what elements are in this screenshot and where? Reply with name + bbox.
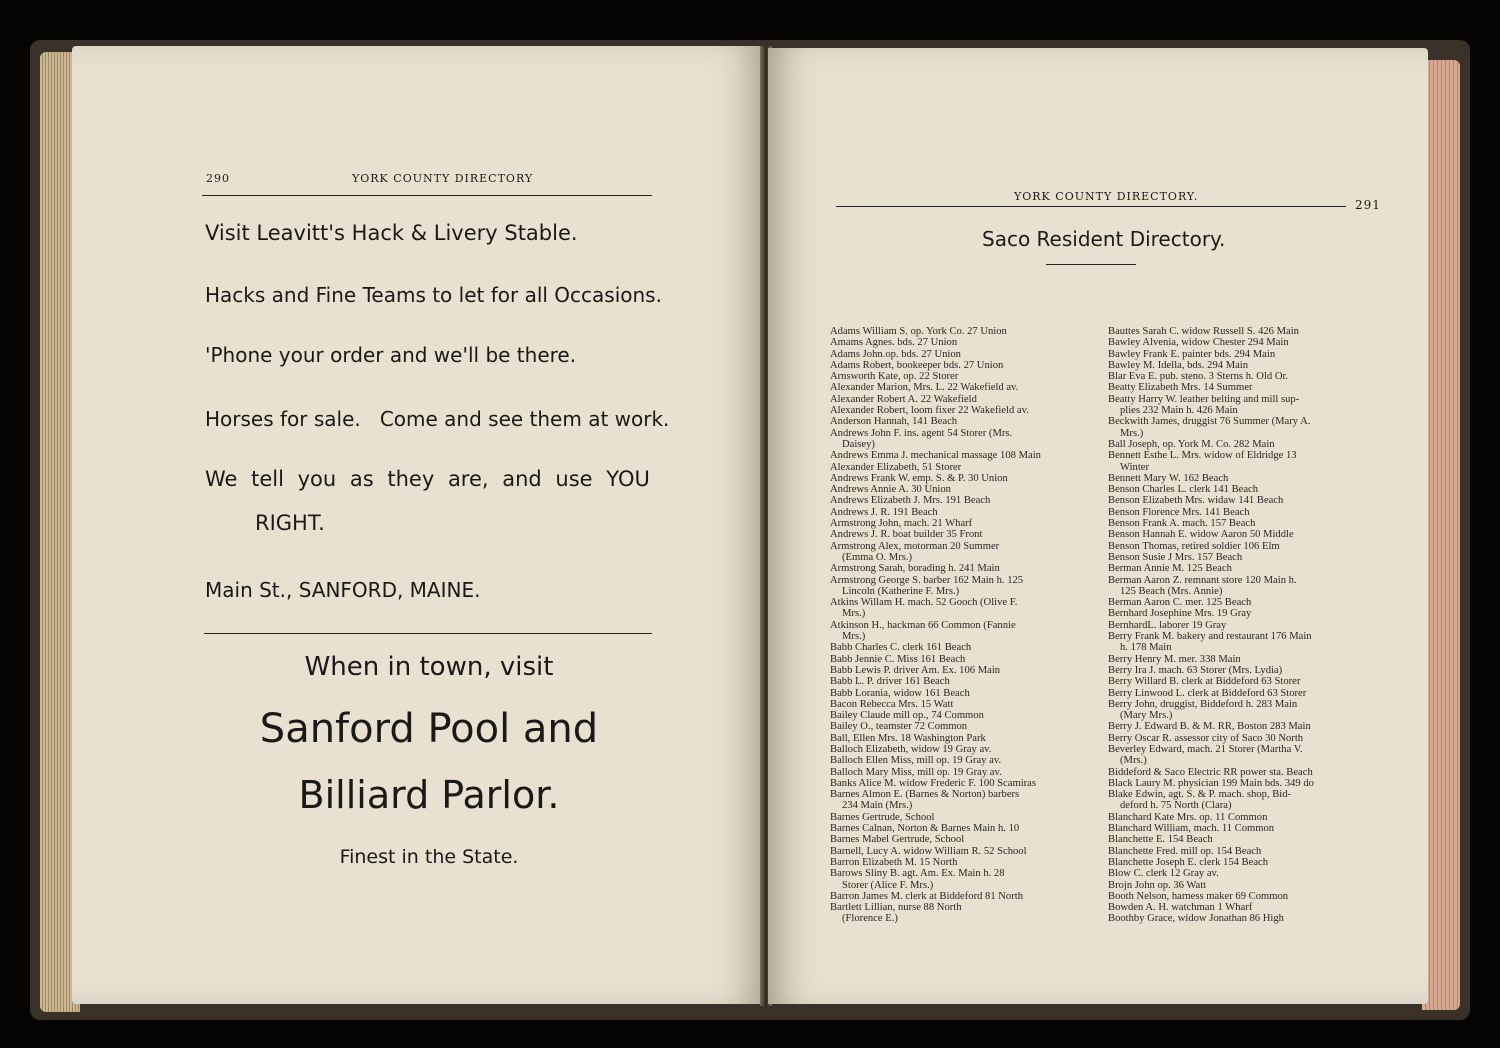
directory-entry: 125 Beach (Mrs. Annie) [1120, 585, 1223, 597]
directory-entry: Alexander Robert, loom fixer 22 Wakefield av. [830, 405, 1029, 417]
ad-livery-line2: Hacks and Fine Teams to let for all Occasions. [205, 283, 662, 307]
directory-entry: Berry J. Edward B. & M. RR, Boston 283 Main [1108, 721, 1311, 733]
directory-entry: Arnsworth Kate, op. 22 Storer [830, 371, 959, 383]
directory-entry: Berman Annie M. 125 Beach [1108, 563, 1232, 575]
directory-entry: Babb Charles C. clerk 161 Beach [830, 642, 972, 654]
directory-entry: Barron James M. clerk at Biddeford 81 North [830, 890, 1023, 902]
directory-entry: Blar Eva E. pub. steno. 3 Sterns h. Old Or. [1108, 371, 1289, 383]
ad-pool-line4: Finest in the State. [339, 846, 519, 868]
directory-entry: Bawley M. Idella, bds. 294 Main [1108, 359, 1249, 371]
directory-entry: Berry Henry M. mer. 338 Main [1108, 653, 1241, 665]
directory-entry: Berry Frank M. bakery and restaurant 176 Main [1108, 631, 1312, 643]
directory-entry: Black Laury M. physician 199 Main bds. 349 do [1108, 777, 1314, 789]
directory-entry: Alexander Marion, Mrs. L. 22 Wakefield av. [830, 382, 1019, 394]
directory-entry: Barnell, Lucy A. widow William R. 52 School [830, 845, 1027, 857]
directory-entry: Berry Ira J. mach. 63 Storer (Mrs. Lydia) [1108, 664, 1283, 676]
ad-livery-line3: 'Phone your order and we'll be there. [205, 343, 577, 367]
ad-livery-line4: Horses for sale. Come and see them at work. [205, 407, 670, 431]
directory-entry: Booth Nelson, harness maker 69 Common [1108, 890, 1289, 902]
directory-entry: h. 178 Main [1120, 642, 1172, 654]
directory-entry: Armstrong John, mach. 21 Wharf [830, 518, 973, 530]
section-title: Saco Resident Directory. [982, 227, 1226, 251]
directory-entry: Balloch Elizabeth, widow 19 Gray av. [830, 743, 992, 755]
directory-entry: Benson Florence Mrs. 141 Beach [1108, 506, 1250, 518]
right-page-number: 291 [1355, 198, 1381, 212]
directory-entry: Bailey Claude mill op., 74 Common [830, 710, 984, 722]
directory-column-left [830, 326, 1100, 925]
directory-entry: Bernhard Josephine Mrs. 19 Gray [1108, 608, 1252, 620]
directory-entry: Berry Willard B. clerk at Biddeford 63 Storer [1108, 676, 1301, 688]
directory-entry: Babb Lorania, widow 161 Beach [830, 687, 970, 699]
left-page [72, 46, 764, 1004]
directory-entry: Bailey O., teamster 72 Common [830, 721, 968, 733]
directory-entry: Armstrong George S. barber 162 Main h. 125 [830, 574, 1024, 586]
directory-entry: Andrews Annie A. 30 Union [830, 484, 951, 496]
directory-entry: Andrews J. R. 191 Beach [830, 506, 938, 518]
directory-entry: Babb Jennie C. Miss 161 Beach [830, 653, 966, 665]
directory-entry: Benson Charles L. clerk 141 Beach [1108, 484, 1259, 496]
directory-entry: Berman Aaron Z. remnant store 120 Main h. [1108, 574, 1297, 586]
directory-entry: Berry John, druggist, Biddeford h. 283 Main [1108, 698, 1298, 710]
directory-entry: Winter [1120, 461, 1149, 473]
directory-entry: Bennett Esthe L. Mrs. widow of Eldridge 13 [1108, 450, 1297, 462]
directory-entry: Benson Thomas, retired soldier 106 Elm [1108, 540, 1280, 552]
directory-entry: Daisey) [842, 438, 875, 450]
directory-entry: Babb L. P. driver 161 Beach [830, 676, 950, 688]
directory-entry: Blanchette Joseph E. clerk 154 Beach [1108, 856, 1269, 868]
left-page-number: 290 [206, 172, 230, 185]
directory-entry: (Florence E.) [842, 913, 898, 925]
directory-entry: Adams John.op. bds. 27 Union [830, 348, 961, 360]
directory-entry: Barnes Calnan, Norton & Barnes Main h. 10 [830, 823, 1020, 835]
right-running-head: YORK COUNTY DIRECTORY. [1014, 190, 1199, 203]
directory-entry: Lincoln (Katherine F. Mrs.) [842, 585, 960, 597]
ad-livery-line5a: We tell you as they are, and use YOU [205, 467, 650, 491]
directory-entry: Balloch Ellen Miss, mill op. 19 Gray av. [830, 755, 1002, 767]
directory-entry: Blanchard Kate Mrs. op. 11 Common [1108, 811, 1268, 823]
directory-entry: Benson Elizabeth Mrs. widaw 141 Beach [1108, 495, 1284, 507]
directory-entry: Banks Alice M. widow Frederic F. 100 Scamiras [830, 777, 1036, 789]
directory-entry: Blow C. clerk 12 Gray av. [1108, 868, 1219, 880]
right-page [768, 48, 1428, 1004]
directory-entry: Bawley Frank E. painter bds. 294 Main [1108, 348, 1276, 360]
directory-entry: plies 232 Main h. 426 Main [1120, 405, 1238, 417]
directory-entry: Beverley Edward, mach. 21 Storer (Martha V. [1108, 743, 1303, 755]
directory-entry: Amams Agnes. bds. 27 Union [830, 337, 958, 349]
directory-entry: Armstrong Sarah, borading h. 241 Main [830, 563, 1000, 575]
directory-entry: Babb Lewis P. driver Am. Ex. 106 Main [830, 664, 1001, 676]
directory-entry: Barnes Mabel Gertrude, School [830, 834, 965, 846]
directory-entry: Blake Edwin, agt. S. & P. mach. shop, Bid- [1108, 789, 1292, 801]
directory-entry: Berry Linwood L. clerk at Biddeford 63 Storer [1108, 687, 1307, 699]
directory-entry: Boothby Grace, widow Jonathan 86 High [1108, 913, 1284, 925]
directory-entry: Andrews Frank W. emp. S. & P. 30 Union [830, 472, 1008, 484]
directory-entry: Adams William S. op. York Co. 27 Union [830, 326, 1007, 337]
ad-divider-rule [204, 633, 652, 634]
directory-entry: Andrews John F. ins. agent 54 Storer (Mrs. [830, 427, 1013, 439]
directory-entry: Andrews Emma J. mechanical massage 108 Main [830, 450, 1041, 462]
directory-entry: Mrs.) [842, 631, 866, 643]
directory-entry: Barnes Gertrude, School [830, 811, 935, 823]
directory-entry: Berman Aaron C. mer. 125 Beach [1108, 597, 1252, 609]
left-running-head: YORK COUNTY DIRECTORY [352, 172, 534, 185]
directory-entry: Andrews Elizabeth J. Mrs. 191 Beach [830, 495, 991, 507]
directory-entry: Bennett Mary W. 162 Beach [1108, 472, 1229, 484]
directory-entry: Bacon Rebecca Mrs. 15 Watt [830, 698, 954, 710]
ad-pool-line2: Sanford Pool and [259, 706, 599, 752]
directory-entry: Ball Joseph, op. York M. Co. 282 Main [1108, 438, 1275, 450]
directory-entry: Adams Robert, bookeeper bds. 27 Union [830, 359, 1004, 371]
directory-entry: (Mary Mrs.) [1120, 710, 1173, 722]
ad-livery-line1: Visit Leavitt's Hack & Livery Stable. [205, 221, 578, 245]
directory-entry: Armstrong Alex, motorman 20 Summer [830, 540, 1000, 552]
title-underline [1046, 264, 1136, 265]
directory-entry: Anderson Hannah, 141 Beach [830, 416, 958, 428]
directory-entry: BernhardL. laborer 19 Gray [1108, 619, 1227, 631]
left-head-rule [202, 195, 652, 196]
directory-entry: Atkinson H., hackman 66 Common (Fannie [830, 619, 1016, 631]
directory-entry: Storer (Alice F. Mrs.) [842, 879, 934, 891]
directory-entry: Beatty Elizabeth Mrs. 14 Summer [1108, 382, 1253, 394]
directory-entry: Benson Hannah E. widow Aaron 50 Middle [1108, 529, 1294, 541]
directory-entry: Bartlett Lillian, nurse 88 North [830, 902, 962, 914]
directory-entry: Brojn John op. 36 Watt [1108, 879, 1207, 891]
directory-entry: Blanchard William, mach. 11 Common [1108, 823, 1275, 835]
ad-pool-line3: Billiard Parlor. [298, 773, 560, 817]
directory-entry: Mrs.) [842, 608, 866, 620]
directory-entry: Bauttes Sarah C. widow Russell S. 426 Main [1108, 326, 1299, 337]
directory-entry: Atkins Willam H. mach. 52 Gooch (Olive F. [830, 597, 1018, 609]
directory-entry: Ball, Ellen Mrs. 18 Washington Park [830, 732, 986, 744]
directory-entry: (Mrs.) [1120, 755, 1147, 767]
directory-entry: (Emma O. Mrs.) [842, 551, 913, 563]
directory-entry: Bowden A. H. watchman 1 Wharf [1108, 902, 1253, 914]
directory-entry: Bawley Alvenia, widow Chester 294 Main [1108, 337, 1289, 349]
directory-entry: Alexander Elizabeth, 51 Storer [830, 461, 962, 473]
directory-entry: deford h. 75 North (Clara) [1120, 800, 1232, 812]
directory-entry: Blanchette E. 154 Beach [1108, 834, 1213, 846]
directory-entry: Alexander Robert A. 22 Wakefield [830, 393, 977, 405]
ad-livery-line6: Main St., SANFORD, MAINE. [205, 578, 481, 602]
right-head-rule [836, 206, 1346, 207]
directory-entry: Beckwith James, druggist 76 Summer (Mary A. [1108, 416, 1311, 428]
directory-entry: Barnes Almon E. (Barnes & Norton) barbers [830, 789, 1020, 801]
directory-entry: Benson Susie J Mrs. 157 Beach [1108, 551, 1243, 563]
directory-column-right [1108, 326, 1378, 925]
directory-entry: Beatty Harry W. leather belting and mill sup- [1108, 393, 1300, 405]
directory-entry: Berry Oscar R. assessor city of Saco 30 North [1108, 732, 1304, 744]
directory-entry: Barows Sliny B. agt. Am. Ex. Main h. 28 [830, 868, 1005, 880]
directory-entry: Mrs.) [1120, 427, 1144, 439]
directory-entry: Benson Frank A. mach. 157 Beach [1108, 518, 1256, 530]
directory-entry: Biddeford & Saco Electric RR power sta. Beach [1108, 766, 1313, 778]
directory-entry: Barron Elizabeth M. 15 North [830, 856, 958, 868]
directory-entry: Balloch Mary Miss, mill op. 19 Gray av. [830, 766, 1002, 778]
directory-entry: 234 Main (Mrs.) [842, 800, 913, 812]
ad-livery-line5b: RIGHT. [255, 511, 325, 535]
directory-entry: Blanchette Fred. mill op. 154 Beach [1108, 845, 1262, 857]
ad-pool-line1: When in town, visit [304, 652, 554, 682]
directory-entry: Andrews J. R. boat builder 35 Front [830, 529, 983, 541]
